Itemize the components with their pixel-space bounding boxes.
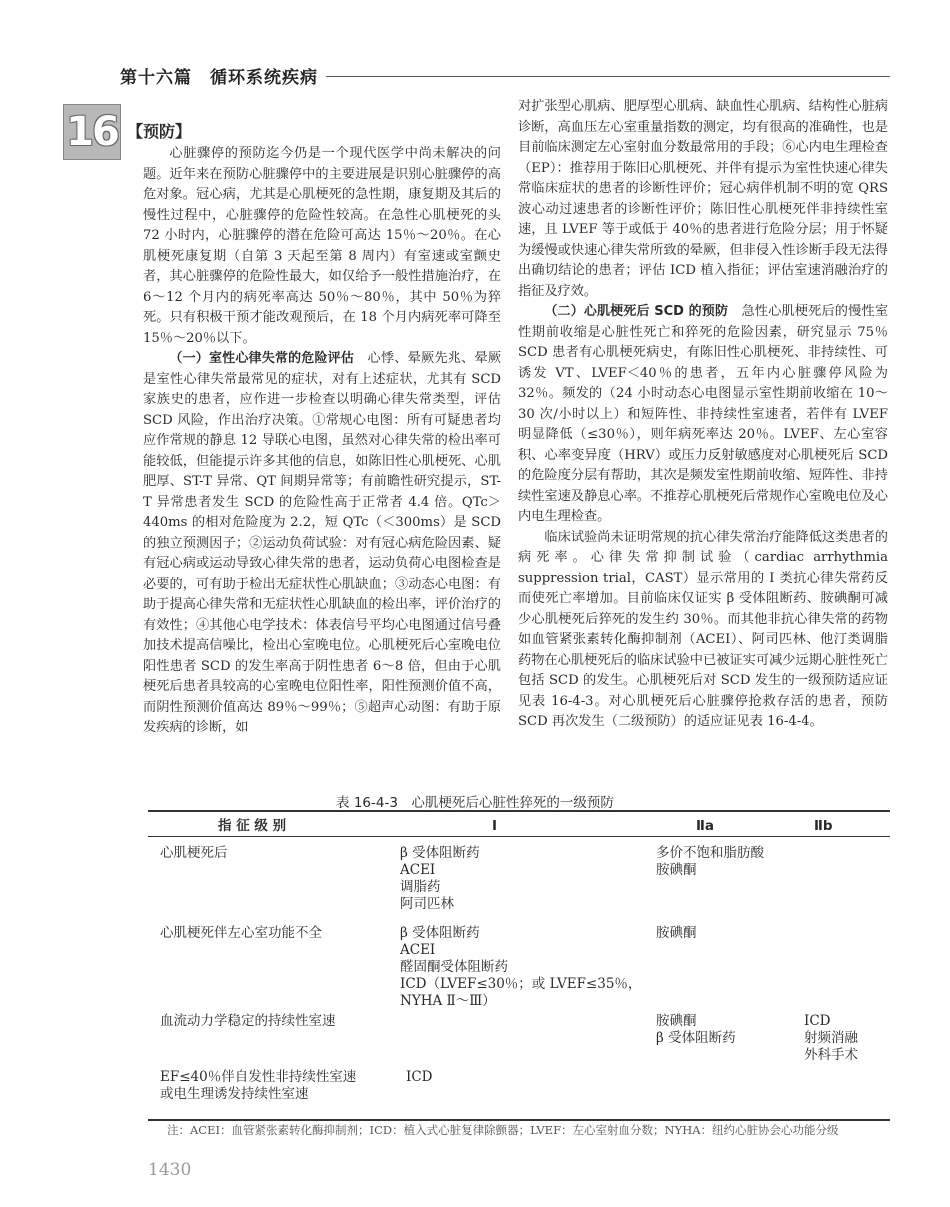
paragraph-text: 急性心肌梗死后的慢性室性期前收缩是心脏性死亡和猝死的危险因素，研究显示 75％ SCD 患者有心肌梗死病史，有陈旧性心肌梗死、非持续性、可诱发 VT、LVEF＜40％的患者，五年内心脏骤停风险为 32％。频发的（24 小时动态心电图显示室性期前收缩在 10～30 次/小时以上）和短阵性、非持续性室速者，若伴有 LVEF 明显降低（≤30％），则年病死率达 20％。LVEF、左心室容积、心率变异度（HRV）或压力反射敏感度对心肌梗死后 SCD 的危险度分层有帮助，其次是频发室性期前收缩、短阵性、非持续性室速及静息心率。不推荐心肌梗死后常规作心室晚电位及心内电生理检查。 bbox=[518, 304, 889, 524]
paragraph: 临床试验尚未证明常规的抗心律失常治疗能降低这类患者的病死率。心律失常抑制试验（cardiac arrhythmia suppression trial，CAST）显示常用的 Ⅰ 类抗心律失常药反而使死亡率增加。目前临床仅证实 β 受体阻断药、胺碘酮可减少心肌梗死后猝死的发生约 30％。而其他非抗心律失常的药物如血管紧张素转化酶抑制剂（ACEI）、阿司匹林、他汀类调脂药物在心肌梗死后的临床试验中已被证实可减少远期心脏性死亡包括 SCD 的发生。心肌梗死后对 SCD 发生的一级预防适应证见表 16-4-3。对心肌梗死后心脏骤停抢救存活的患者，预防 SCD 再次发生（二级预防）的适应证见表 16-4-4。 bbox=[518, 529, 888, 729]
indication-cell bbox=[148, 1069, 400, 1119]
paragraph: 心脏骤停的预防迄今仍是一个现代医学中尚未解决的问题。近年来在预防心脏骤停中的主要进展是识别心脏骤停的高危对象。冠心病，尤其是心肌梗死的急性期，康复期及其后的慢性过程中，心脏骤停的危险性较高。在急性心肌梗死的头 72 小时内，心脏骤停的潜在危险可高达 15％～20％。在心肌梗死康复期（自第 3 天起至第 8 周内）有室速或室颤史者，其心脏骤停的危险性最大，如仅给予一般性措施治疗，在 6～12 个月内的病死率高达 50％～80％，其中 50％为猝死。只有积极干预才能改观预后，在 18 个月内病死率可降至 15％～20％以下。 bbox=[143, 146, 501, 346]
class-i-cell bbox=[400, 845, 656, 925]
class-iib-cell bbox=[804, 1069, 890, 1119]
class-iib-cell bbox=[804, 1013, 890, 1069]
subsection-heading: （二）心肌梗死后 SCD 的预防 bbox=[544, 304, 729, 319]
drug-item: ICD（LVEF≤30％；或 LVEF≤35％， bbox=[400, 976, 642, 992]
drug-item: 胺碘酮 bbox=[656, 925, 697, 941]
chapter-number-badge: 16 bbox=[63, 104, 121, 160]
paragraph-text: 心悸、晕厥先兆、晕厥是室性心律失常最常见的症状，对有上述症状，尤其有 SCD 家族史的患者，应作进一步检查以明确心律失常类型，评估 SCD 风险，作出治疗决策。①常规心电图：所有可疑患者均应作常规的静息 12 导联心电图，虽然对心律失常的检出率可能较低，但能提示许多其他的信息，如陈旧性心肌梗死、心肌肥厚、ST-T 异常、QT 间期异常等；有前瞻性研究提示，ST-T 异常患者发生 SCD 的危险性高于正常者 4.4 倍。QTc＞440ms 的相对危险度为 2.2，短 QTc（＜300ms）是 SCD 的独立预测因子；②运动负荷试验：对有冠心病危险因素、疑有冠心病或运动导致心律失常的患者，运动负荷心电图检查是必要的，可有助于检出无症状性心肌缺血；③动态心电图：有助于提高心律失常和无症状性心肌缺血的检出率，评价治疗的有效性；④其他心电学技术：体表信号平均心电图通过信号叠加技术提高信噪比，检出心室晚电位。心肌梗死后心室晚电位阳性患者 SCD 的发生率高于阴性患者 6～8 倍，但由于心肌梗死后患者具较高的心室晚电位阳性率，阳性预测价值不高，而阴性预测价值高达 89％～99％；⑤超声心动图：有助于原发疾病的诊断，如 bbox=[143, 351, 502, 735]
page-number: 1430 bbox=[148, 1160, 192, 1180]
paragraph bbox=[518, 302, 888, 528]
header-cell: Ⅱb bbox=[814, 817, 833, 834]
right-column bbox=[518, 97, 888, 733]
indication-label: 心肌梗死后 bbox=[160, 845, 228, 861]
indication-cell bbox=[148, 1013, 400, 1069]
table-row bbox=[148, 1069, 890, 1119]
drug-item: ICD bbox=[804, 1013, 831, 1029]
header-cell: Ⅱa bbox=[696, 817, 715, 834]
table-footnote: 注：ACEI：血管紧张素转化酶抑制剂；ICD：植入式心脏复律除颤器；LVEF：左心室射血分数；NYHA：纽约心脏协会心功能分级 bbox=[167, 1123, 839, 1137]
table-row bbox=[148, 837, 890, 925]
indication-label: 心肌梗死伴左心室功能不全 bbox=[160, 925, 322, 941]
part-title: 第十六篇 循环系统疾病 bbox=[120, 67, 318, 88]
subsection-heading: （一）室性心律失常的危险评估 bbox=[169, 351, 355, 366]
class-iia-cell bbox=[656, 925, 804, 1013]
class-iia-cell bbox=[656, 1069, 804, 1119]
drug-item: β 受体阻断药 bbox=[656, 1030, 736, 1046]
drug-item: ACEI bbox=[400, 862, 436, 878]
drug-item: 外科手术 bbox=[804, 1047, 858, 1063]
section-heading: 【预防】 bbox=[127, 122, 192, 141]
header-cell: Ⅰ bbox=[492, 817, 498, 834]
paragraph: 对扩张型心肌病、肥厚型心肌病、缺血性心肌病、结构性心脏病诊断，高血压左心室重量指数的测定，均有很高的准确性，也是目前临床测定左心室射血分数最常用的手段；⑥心内电生理检查（EP）：推荐用于陈旧心肌梗死、并伴有提示为室性快速心律失常临床症状的患者的诊断性评价；冠心病伴机制不明的宽 QRS 波心动过速患者的诊断性评价；陈旧性心肌梗死伴非持续性室速，且 LVEF 等于或低于 40％的患者进行危险分层；用于怀疑为缓慢或快速心律失常所致的晕厥，但非侵入性诊断手段无法得出确切结论的患者；评估 ICD 植入指征；评估室速消融治疗的指征及疗效。 bbox=[518, 99, 888, 299]
drug-item: 阿司匹林 bbox=[400, 896, 454, 912]
class-iia-cell bbox=[656, 1013, 804, 1069]
table-body bbox=[148, 837, 890, 1119]
class-i-cell bbox=[400, 1069, 656, 1119]
indication-cell bbox=[148, 845, 400, 925]
drug-item: 调脂药 bbox=[400, 879, 441, 895]
prevention-table bbox=[148, 810, 890, 1121]
drug-item: ACEI bbox=[400, 942, 436, 958]
indication-label: EF≤40％伴自发性非持续性室速 或电生理诱发持续性室速 bbox=[160, 1069, 357, 1102]
drug-item: 醛固酮受体阻断药 bbox=[400, 959, 508, 975]
drug-item: 胺碘酮 bbox=[656, 1013, 697, 1029]
drug-item: 多价不饱和脂肪酸 bbox=[656, 845, 764, 861]
class-iib-cell bbox=[804, 845, 890, 925]
running-header bbox=[120, 62, 890, 88]
class-iib-cell bbox=[804, 925, 890, 1013]
table-row bbox=[148, 925, 890, 1013]
class-i-cell bbox=[400, 925, 656, 1013]
table-bottom-rule bbox=[148, 1119, 890, 1121]
class-i-cell bbox=[400, 1013, 656, 1069]
paragraph bbox=[143, 349, 501, 739]
header-cell: 指 征 级 别 bbox=[218, 817, 287, 834]
drug-item: NYHA Ⅱ～Ⅲ） bbox=[400, 993, 496, 1009]
drug-item: ICD bbox=[406, 1069, 433, 1085]
header-rule bbox=[326, 76, 890, 77]
drug-item: 射频消融 bbox=[804, 1030, 858, 1046]
table-row bbox=[148, 1013, 890, 1069]
table-caption: 表 16-4-3 心肌梗死后心脏性猝死的一级预防 bbox=[336, 795, 614, 811]
indication-cell bbox=[148, 925, 400, 1013]
drug-item: β 受体阻断药 bbox=[400, 845, 480, 861]
class-iia-cell bbox=[656, 845, 804, 925]
drug-item: 胺碘酮 bbox=[656, 862, 697, 878]
indication-label: 血流动力学稳定的持续性室速 bbox=[160, 1013, 336, 1029]
drug-item: β 受体阻断药 bbox=[400, 925, 480, 941]
table-header-row bbox=[148, 812, 890, 836]
left-column bbox=[127, 120, 502, 739]
